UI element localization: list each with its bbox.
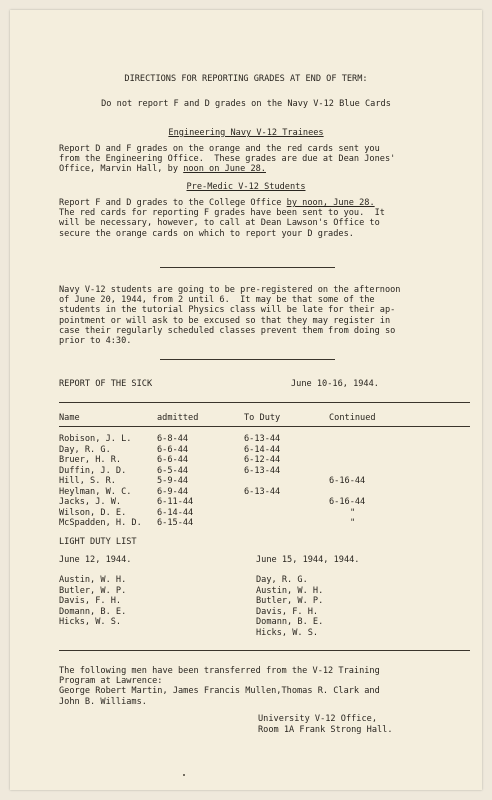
- row-continued: 6-16-44: [329, 476, 366, 486]
- list-item: Domann, B. E.: [256, 617, 324, 627]
- preregistration-paragraph: [59, 285, 469, 346]
- list-item: Butler, W. P.: [256, 596, 324, 606]
- engineering-paragraph: [59, 144, 469, 175]
- column-header-admitted: admitted: [157, 413, 199, 423]
- engineering-deadline: noon on June 28.: [183, 164, 266, 175]
- row-admitted: 6-15-44: [157, 518, 194, 528]
- row-name: McSpadden, H. D.: [59, 518, 142, 528]
- row-name: Robison, J. L.: [59, 434, 132, 444]
- row-to-duty: 6-12-44: [244, 455, 281, 465]
- paragraph-line: [59, 198, 469, 208]
- premedic-heading: Pre-Medic V-12 Students: [186, 182, 306, 192]
- row-name: Wilson, D. E.: [59, 507, 127, 518]
- row-name: Day, R. G.: [59, 444, 111, 455]
- list-item: Domann, B. E.: [59, 606, 127, 617]
- row-continued: ": [350, 518, 356, 528]
- document-page: [10, 10, 482, 790]
- engineering-heading: Engineering Navy V-12 Trainees: [168, 128, 324, 138]
- row-admitted: 6-8-44: [157, 434, 189, 444]
- paragraph-line: Report D and F grades on the orange and the red cards sent you: [59, 144, 380, 154]
- signature-line: University V-12 Office,: [258, 714, 377, 724]
- paper-mark: [183, 774, 185, 776]
- paragraph-line: The red cards for reporting F grades have been sent to you. It: [59, 208, 385, 219]
- list-item: Davis, F. H.: [256, 606, 319, 617]
- table-header-rule: [59, 426, 470, 427]
- premedic-deadline: by noon, June 28.: [286, 198, 375, 208]
- row-name: Jacks, J. W.: [59, 497, 122, 507]
- list-item: Austin, W. H.: [59, 575, 127, 585]
- paragraph-line: Program at Lawrence:: [59, 676, 163, 687]
- document-subtitle: Do not report F and D grades on the Navy V-12 Blue Cards: [101, 99, 391, 109]
- row-admitted: 5-9-44: [157, 476, 189, 486]
- list-item: Hicks, W. S.: [59, 617, 122, 627]
- list-item: Day, R. G.: [256, 575, 308, 585]
- row-to-duty: 6-14-44: [244, 444, 281, 455]
- row-name: Heylman, W. C.: [59, 486, 132, 497]
- table-top-rule: [59, 402, 470, 403]
- row-to-duty: 6-13-44: [244, 465, 281, 476]
- list-item: Hicks, W. S.: [256, 627, 319, 638]
- list-item: Butler, W. P.: [59, 585, 127, 596]
- paragraph-line: [59, 164, 469, 174]
- light-duty-right-date: June 15, 1944, 1944.: [256, 555, 360, 565]
- light-duty-title: LIGHT DUTY LIST: [59, 537, 137, 547]
- signature-line: Room 1A Frank Strong Hall.: [258, 724, 393, 735]
- paragraph-line: case their regularly scheduled classes prevent them from doing so: [59, 325, 396, 336]
- paragraph-line: prior to 4:30.: [59, 336, 132, 347]
- list-item: Austin, W. H.: [256, 585, 324, 596]
- paragraph-line: of June 20, 1944, from 2 until 6. It may be that some of the: [59, 295, 375, 306]
- column-header-to-duty: To Duty: [244, 413, 281, 423]
- paragraph-text: Office, Marvin Hall, by: [59, 164, 184, 175]
- column-header-name: Name: [59, 413, 80, 423]
- paragraph-line: students in the tutorial Physics class will be late for their ap-: [59, 305, 396, 316]
- row-continued: ": [350, 507, 356, 518]
- row-admitted: 6-6-44: [157, 455, 189, 465]
- section-divider: [160, 267, 335, 268]
- light-duty-left-date: June 12, 1944.: [59, 555, 132, 565]
- row-admitted: 6-14-44: [157, 507, 194, 518]
- row-to-duty: 6-13-44: [244, 486, 281, 497]
- row-continued: 6-16-44: [329, 497, 366, 507]
- row-name: Hill, S. R.: [59, 476, 116, 486]
- row-to-duty: 6-13-44: [244, 434, 281, 444]
- section-divider: [59, 650, 470, 651]
- paragraph-line: pointment or will ask to be excused so that they may register in: [59, 315, 391, 326]
- premedic-paragraph: [59, 198, 469, 239]
- column-header-continued: Continued: [329, 413, 376, 423]
- transfer-paragraph: [59, 666, 469, 707]
- paragraph-line: will be necessary, however, to call at Dean Lawson's Office to: [59, 218, 380, 229]
- row-admitted: 6-6-44: [157, 444, 189, 455]
- sick-report-title: REPORT OF THE SICK: [59, 379, 153, 389]
- paragraph-line: from the Engineering Office. These grades are due at Dean Jones': [59, 154, 396, 165]
- row-name: Duffin, J. D.: [59, 465, 127, 476]
- paragraph-line: George Robert Martin, James Francis Mullen,Thomas R. Clark and: [59, 686, 380, 697]
- row-admitted: 6-5-44: [157, 465, 189, 476]
- paragraph-line: secure the orange cards on which to report your D grades.: [59, 228, 354, 239]
- list-item: Davis, F. H.: [59, 596, 122, 606]
- paragraph-line: The following men have been transferred from the V-12 Training: [59, 666, 380, 676]
- section-divider: [160, 359, 335, 360]
- paragraph-text: Report F and D grades to the College Office: [59, 198, 287, 208]
- document-title: DIRECTIONS FOR REPORTING GRADES AT END OF TERM:: [124, 74, 368, 84]
- row-admitted: 6-9-44: [157, 486, 189, 497]
- row-name: Bruer, H. R.: [59, 455, 122, 465]
- sick-report-dates: June 10-16, 1944.: [291, 379, 379, 389]
- paragraph-line: Navy V-12 students are going to be pre-registered on the afternoon: [59, 285, 401, 295]
- paragraph-line: John B. Williams.: [59, 696, 147, 707]
- row-admitted: 6-11-44: [157, 497, 194, 507]
